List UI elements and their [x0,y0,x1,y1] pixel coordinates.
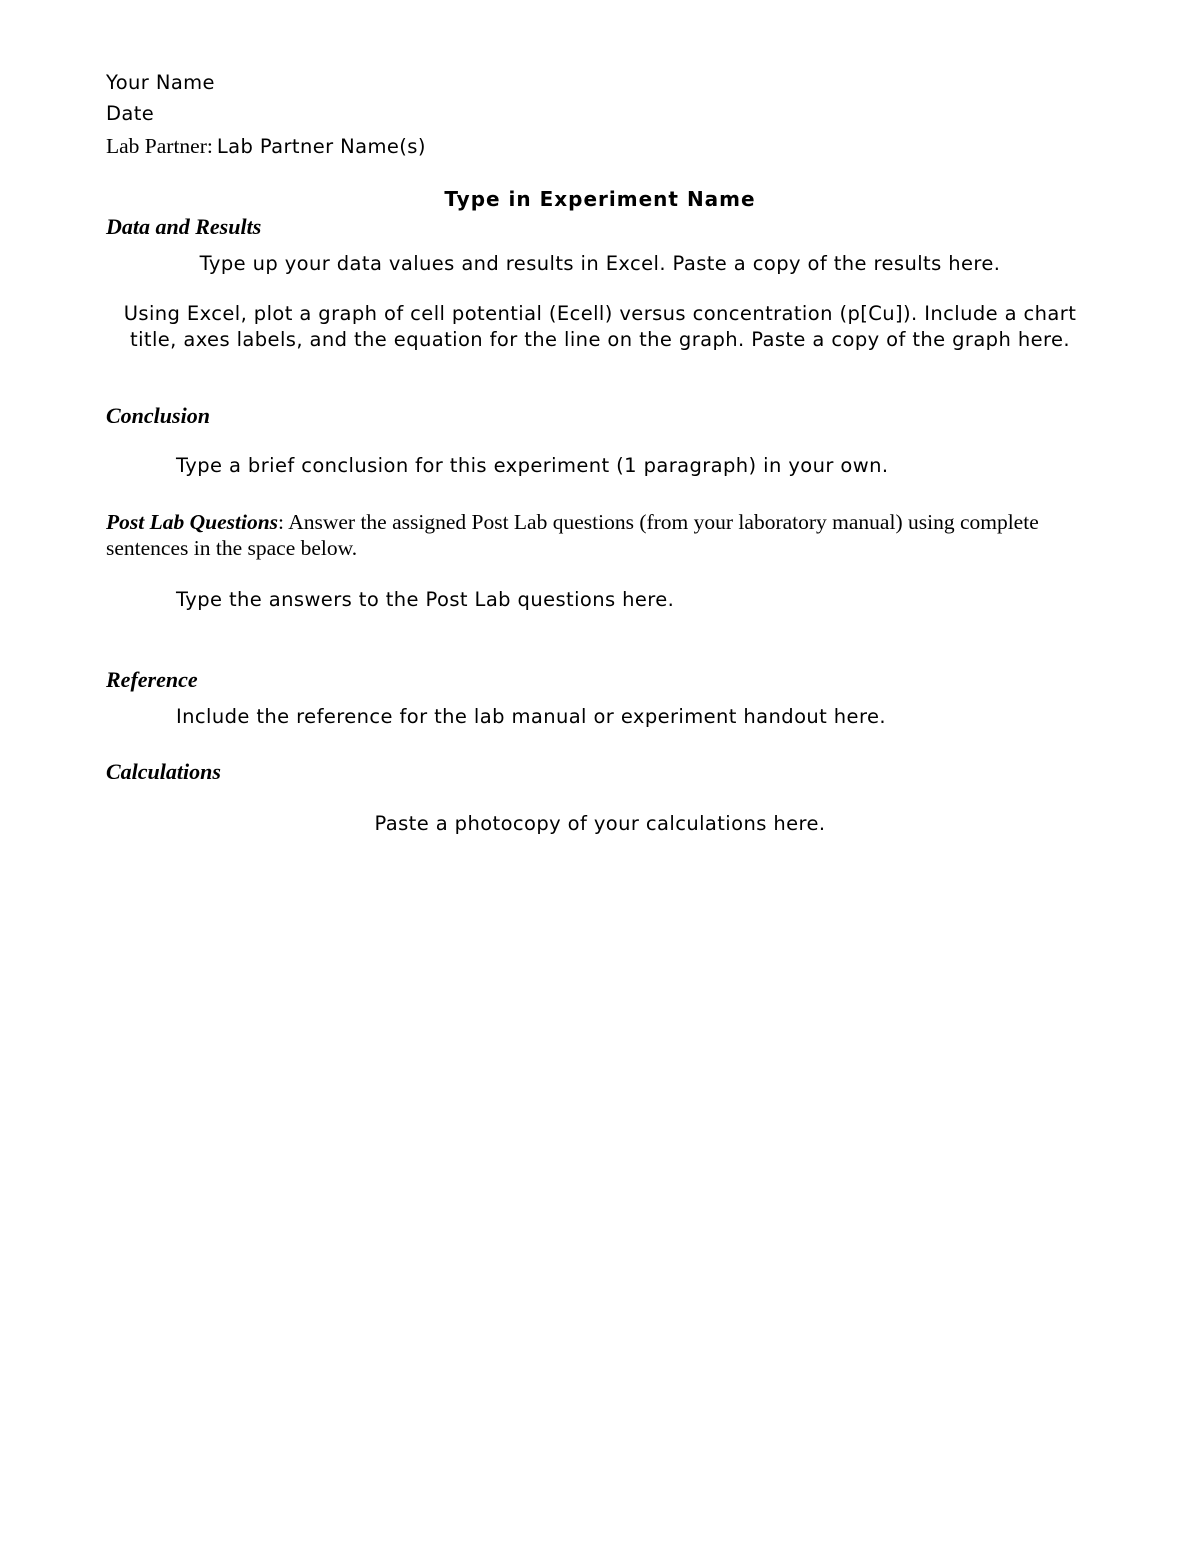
reference-instruction: Include the reference for the lab manual or experiment handout here. [176,705,886,728]
heading-post-lab-questions: Post Lab Questions [106,510,279,534]
heading-reference: Reference [106,667,198,692]
data-results-instruction: Type up your data values and results in Excel. Paste a copy of the results here. [199,252,1001,275]
post-lab-intro [106,509,1066,561]
conclusion-instruction: Type a brief conclusion for this experiment (1 paragraph) in your own. [176,454,889,477]
heading-conclusion: Conclusion [106,403,210,428]
heading-calculations: Calculations [106,759,221,784]
calculations-instruction: Paste a photocopy of your calculations here. [374,812,826,835]
post-lab-answer-instruction: Type the answers to the Post Lab questions here. [176,588,675,611]
lab-partner-value: Lab Partner Name(s) [216,135,426,158]
lab-partner-label: Lab Partner: [106,134,213,158]
lab-partner-line [106,136,426,158]
report-date: Date [106,102,155,125]
student-name: Your Name [106,71,215,94]
post-lab-intro-text: : Answer the assigned Post Lab questions (from your laboratory manual) using complete sentences in the space below. [106,510,1039,560]
graph-instruction: Using Excel, plot a graph of cell potential (Ecell) versus concentration (p[Cu]). Include a chart title, axes labels, and the equation for the line on the graph. Paste a copy of the graph here. [123,302,1077,351]
experiment-title: Type in Experiment Name [444,187,756,211]
heading-data-and-results: Data and Results [106,214,262,239]
